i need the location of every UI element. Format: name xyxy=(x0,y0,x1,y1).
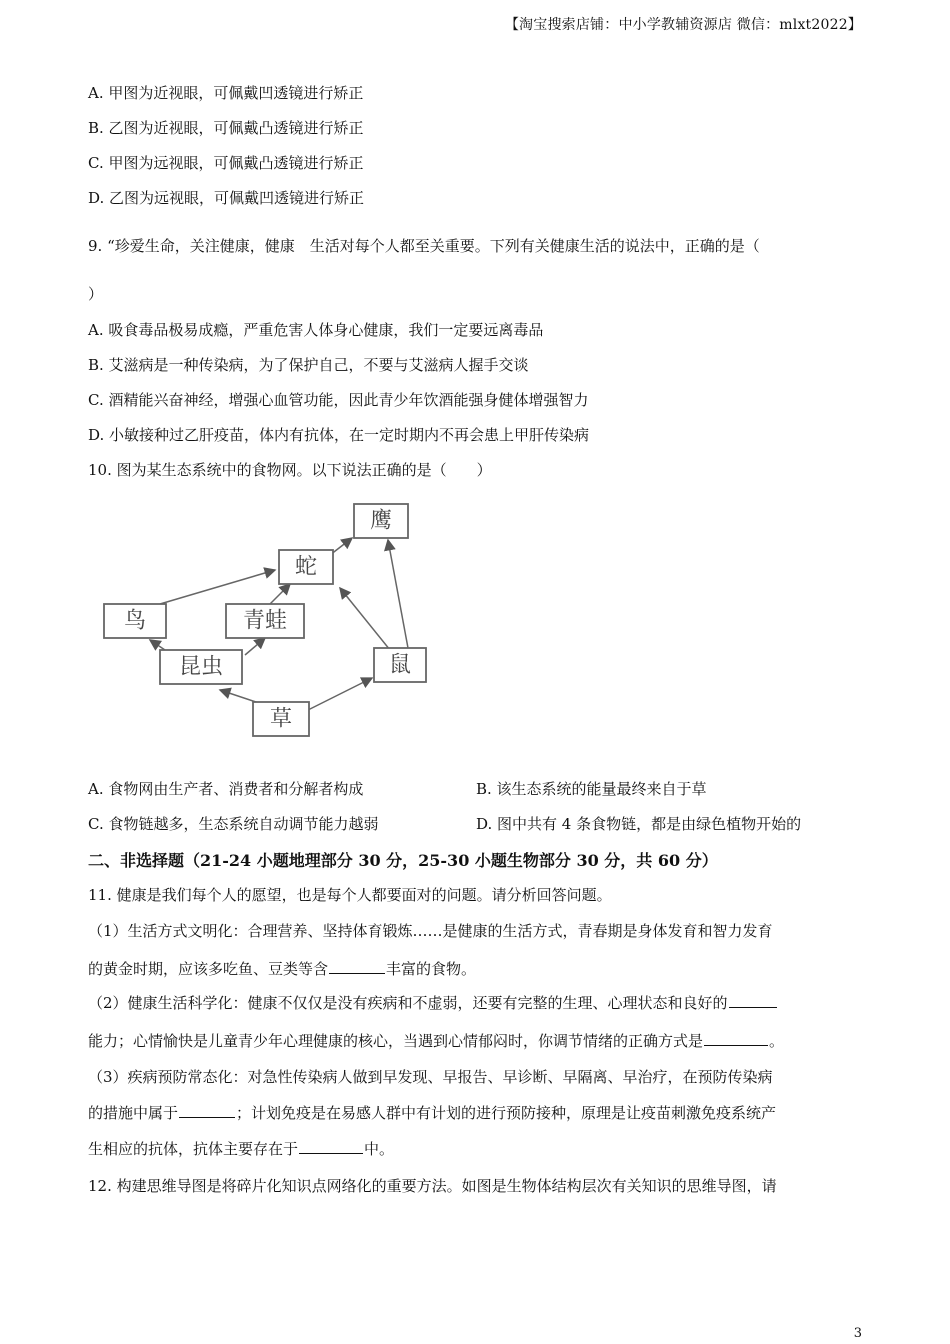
q11-part1-line2 xyxy=(88,958,476,979)
answer-blank-5[interactable] xyxy=(299,1139,363,1154)
node-insect-label: 昆虫 xyxy=(178,654,224,680)
q11-part1-post: 丰富的食物。 xyxy=(386,960,477,978)
node-bird-label: 鸟 xyxy=(123,608,147,634)
q11-part2-pre: （2）健康生活科学化：健康不仅仅是没有疾病和不虚弱，还要有完整的生理、心理状态和良好的 xyxy=(88,994,728,1012)
q11-part3b-post: ；计划免疫是在易感人群中有计划的进行预防接种，原理是让疫苗刺激免疫系统产 xyxy=(236,1104,777,1122)
q10-option-d: D. 图中共有 4 条食物链，都是由绿色植物开始的 xyxy=(476,815,802,833)
answer-blank-1[interactable] xyxy=(329,959,385,974)
food-web-diagram xyxy=(90,500,440,760)
answer-blank-3[interactable] xyxy=(704,1031,768,1046)
q8-option-b: B. 乙图为近视眼，可佩戴凸透镜进行矫正 xyxy=(88,119,364,137)
q8-option-d: D. 乙图为远视眼，可佩戴凹透镜进行矫正 xyxy=(88,189,365,207)
section2-title: 二、非选择题（21-24 小题地理部分 30 分，25-30 小题生物部分 30 分，共 60 分） xyxy=(88,851,718,870)
q11-part2b-post: 。 xyxy=(769,1032,785,1050)
q9-stem-end: ） xyxy=(88,285,104,303)
arrow-bird-snake xyxy=(160,570,275,604)
node-grass-label: 草 xyxy=(269,706,293,732)
arrow-insect-frog xyxy=(245,638,265,655)
node-frog-label: 青蛙 xyxy=(242,608,288,634)
q9-option-c: C. 酒精能兴奋神经，增强心血管功能，因此青少年饮酒能强身健体增强智力 xyxy=(88,391,589,409)
arrow-mouse-eagle xyxy=(388,540,408,648)
q11-part3-line3 xyxy=(88,1138,394,1159)
q9-stem: 9. “珍爱生命，关注健康，健康 生活对每个人都至关重要。下列有关健康生活的说法中，正确的是（ xyxy=(88,237,760,255)
q11-part2b-pre: 能力；心情愉快是儿童青少年心理健康的核心，当遇到心情郁闷时，你调节情绪的正确方式是 xyxy=(88,1032,704,1050)
arrow-frog-snake xyxy=(270,584,290,604)
q12-stem: 12. 构建思维导图是将碎片化知识点网络化的重要方法。如图是生物体结构层次有关知识的思维导图，请 xyxy=(88,1177,777,1195)
arrow-grass-mouse xyxy=(308,678,372,710)
q11-part3b-pre: 的措施中属于 xyxy=(88,1104,179,1122)
answer-blank-4[interactable] xyxy=(179,1103,235,1118)
q11-part2-line2 xyxy=(88,1030,784,1051)
q10-stem: 10. 图为某生态系统中的食物网。以下说法正确的是（ ） xyxy=(88,461,492,479)
node-mouse-label: 鼠 xyxy=(388,652,412,678)
q9-option-b: B. 艾滋病是一种传染病，为了保护自己，不要与艾滋病人握手交谈 xyxy=(88,356,529,374)
node-eagle-label: 鹰 xyxy=(369,508,393,534)
arrow-mouse-snake xyxy=(340,588,390,650)
page-header: 【淘宝搜索店铺：中小学教辅资源店 微信：mlxt2022】 xyxy=(504,17,862,33)
q9-option-a: A. 吸食毒品极易成瘾，严重危害人体身心健康，我们一定要远离毒品 xyxy=(88,321,544,339)
q11-stem: 11. 健康是我们每个人的愿望，也是每个人都要面对的问题。请分析回答问题。 xyxy=(88,886,612,904)
q10-option-a: A. 食物网由生产者、消费者和分解者构成 xyxy=(88,780,364,798)
q11-part1-line1: （1）生活方式文明化：合理营养、坚持体育锻炼……是健康的生活方式，青春期是身体发育和智力发育 xyxy=(88,922,773,940)
q11-part1-pre: 的黄金时期，应该多吃鱼、豆类等含 xyxy=(88,960,329,978)
page-number: 3 xyxy=(853,1326,862,1341)
q11-part2-line1 xyxy=(88,992,778,1013)
q11-part3c-post: 中。 xyxy=(364,1140,395,1158)
q11-part3c-pre: 生相应的抗体，抗体主要存在于 xyxy=(88,1140,299,1158)
answer-blank-2[interactable] xyxy=(729,993,777,1008)
q10-option-c: C. 食物链越多，生态系统自动调节能力越弱 xyxy=(88,815,379,833)
q8-option-c: C. 甲图为远视眼，可佩戴凸透镜进行矫正 xyxy=(88,154,364,172)
q10-option-b: B. 该生态系统的能量最终来自于草 xyxy=(476,780,707,798)
q9-option-d: D. 小敏接种过乙肝疫苗，体内有抗体，在一定时期内不再会患上甲肝传染病 xyxy=(88,426,590,444)
q8-option-a: A. 甲图为近视眼，可佩戴凹透镜进行矫正 xyxy=(88,84,364,102)
q11-part3-line2 xyxy=(88,1102,776,1123)
node-snake-label: 蛇 xyxy=(294,554,318,580)
q11-part3-line1: （3）疾病预防常态化：对急性传染病人做到早发现、早报告、早诊断、早隔离、早治疗，在预防传染病 xyxy=(88,1068,773,1086)
